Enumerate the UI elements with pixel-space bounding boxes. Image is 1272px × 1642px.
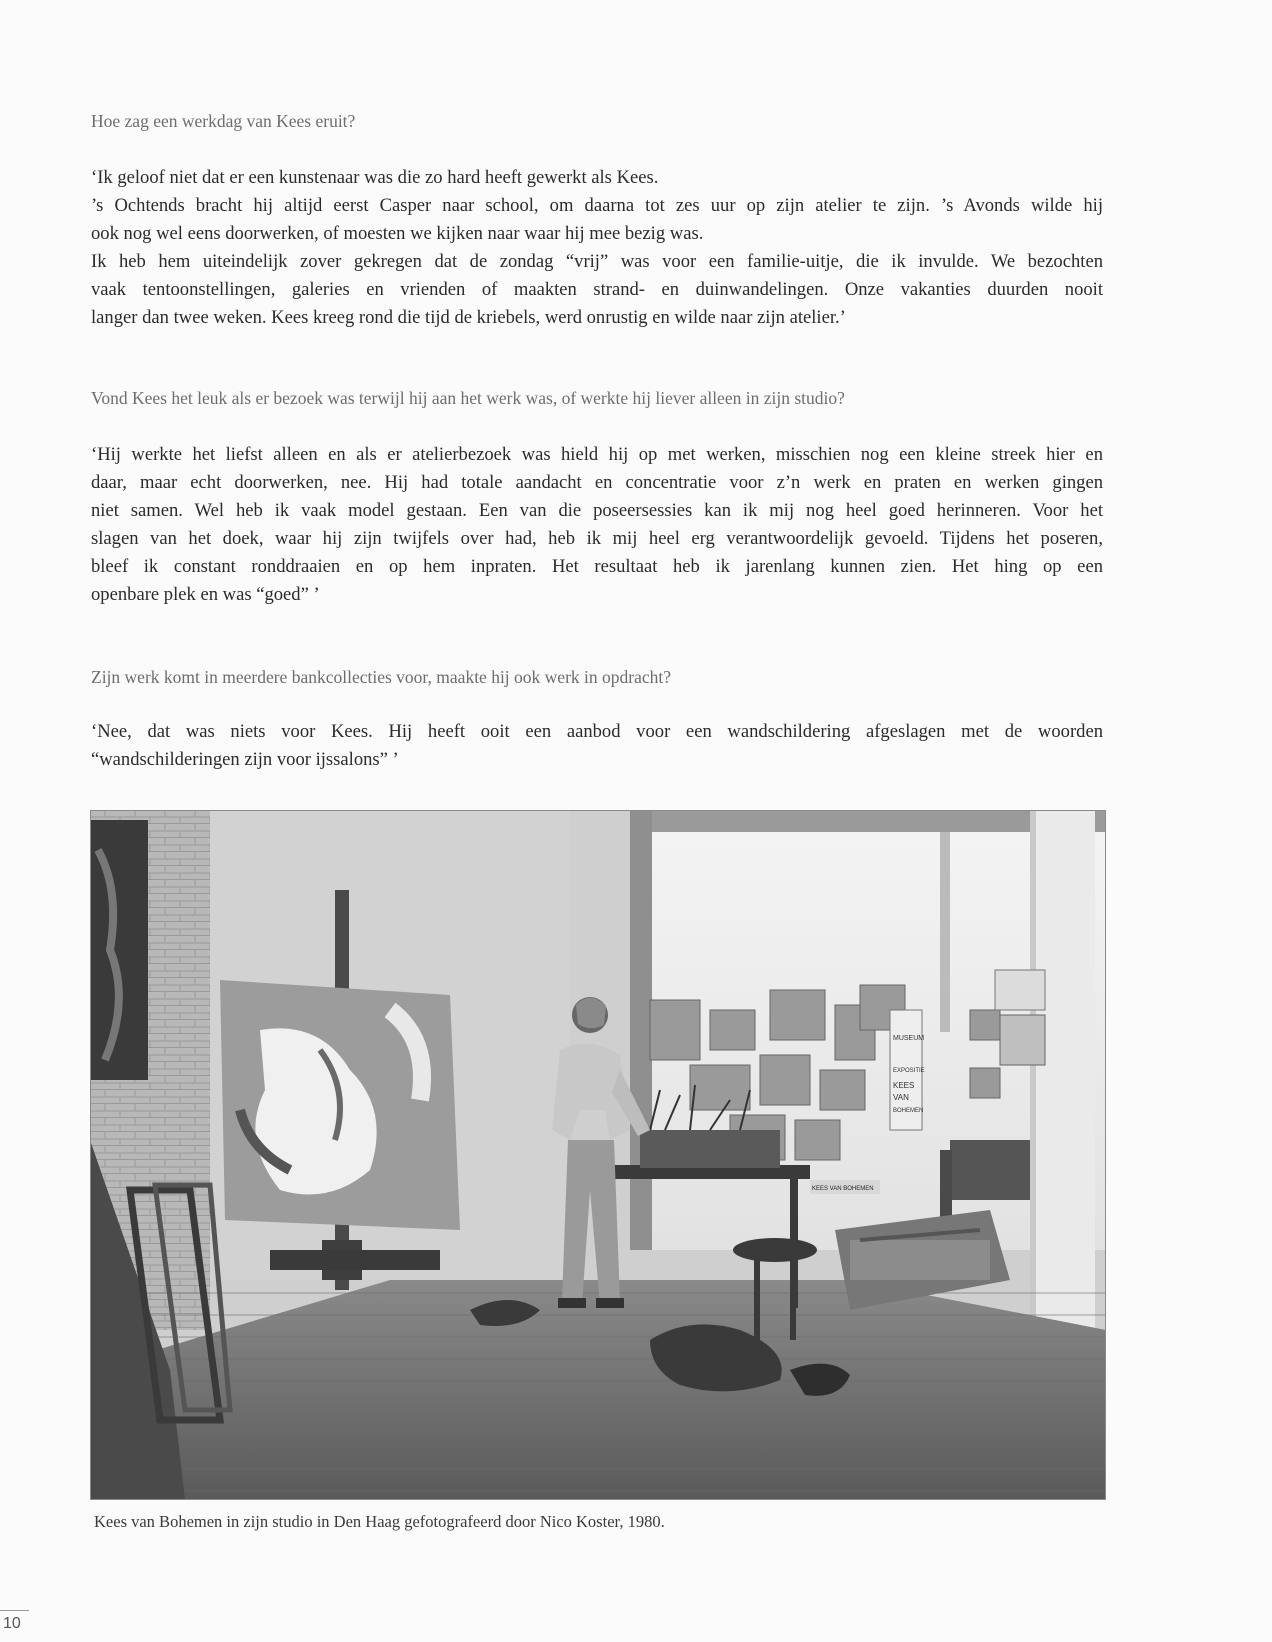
answer-1-line: vaak tentoonstellingen, galeries en vrienden of maakten strand- en duinwandelingen. Onze vakanties duurden nooit	[91, 279, 1103, 300]
section-2	[91, 385, 1103, 411]
answer-3-line: “wandschilderingen zijn voor ijssalons” ’	[91, 749, 399, 770]
section-3	[91, 664, 1103, 690]
answer-1	[91, 164, 1103, 332]
question-1: Hoe zag een werkdag van Kees eruit?	[91, 111, 356, 131]
answer-1-line: ’s Ochtends bracht hij altijd eerst Casper naar school, om daarna tot zes uur op zijn atelier te zijn. ’s Avonds wilde hij	[91, 195, 1103, 216]
answer-2-line: slagen van het doek, waar hij zijn twijfels over had, heb ik mij heel erg verantwoordelijk gevoeld. Tijdens het poseren,	[91, 528, 1103, 549]
answer-3-line: ‘Nee, dat was niets voor Kees. Hij heeft ooit een aanbod voor een wandschildering afgeslagen met de woorden	[91, 721, 1103, 742]
answer-2	[91, 441, 1103, 609]
studio-photo-illustration	[90, 810, 1106, 1500]
question-2: Vond Kees het leuk als er bezoek was terwijl hij aan het werk was, of werkte hij liever alleen in zijn studio?	[91, 388, 845, 408]
answer-1-line: ook nog wel eens doorwerken, of moesten we kijken naar waar hij mee bezig was.	[91, 223, 704, 244]
answer-1-line: langer dan twee weken. Kees kreeg rond die tijd de kriebels, werd onrustig en wilde naar zijn atelier.’	[91, 307, 846, 328]
answer-2-line: openbare plek en was “goed” ’	[91, 584, 320, 605]
poster-line: KEES	[893, 1081, 915, 1090]
answer-2-line: bleef ik constant ronddraaien en op hem inpraten. Het resultaat heb ik jarenlang kunnen zien. Het hing op een	[91, 556, 1103, 577]
studio-photograph	[90, 810, 1106, 1500]
poster-line: VAN	[893, 1093, 909, 1102]
answer-1-line: ‘Ik geloof niet dat er een kunstenaar was die zo hard heeft gewerkt als Kees.	[91, 167, 659, 188]
photo-caption: Kees van Bohemen in zijn studio in Den Haag gefotografeerd door Nico Koster, 1980.	[94, 1512, 665, 1531]
page-number: 10	[0, 1610, 29, 1641]
answer-2-line: niet samen. Wel heb ik vaak model gestaan. Een van die poseersessies kan ik mij nog heel goed herinneren. Voor het	[91, 500, 1103, 521]
answer-3	[91, 718, 1103, 774]
answer-2-line: daar, maar echt doorwerken, nee. Hij had totale aandacht en concentratie voor z’n werk en praten en werken gingen	[91, 472, 1103, 493]
answer-1-line: Ik heb hem uiteindelijk zover gekregen dat de zondag “vrij” was voor een familie-uitje, die ik invulde. We bezochten	[91, 251, 1103, 272]
poster-line: EXPOSITIE	[893, 1068, 925, 1074]
answer-2-line: ‘Hij werkte het liefst alleen en als er atelierbezoek was hield hij op met werken, misschien nog een kleine streek hier en	[91, 444, 1103, 465]
question-3: Zijn werk komt in meerdere bankcollecties voor, maakte hij ook werk in opdracht?	[91, 667, 672, 687]
section-1	[91, 108, 1103, 134]
poster-line: MUSEUM	[893, 1035, 925, 1042]
box-label: KEES VAN BOHEMEN	[812, 1186, 874, 1192]
poster-line: BOHEMEN	[893, 1108, 924, 1114]
